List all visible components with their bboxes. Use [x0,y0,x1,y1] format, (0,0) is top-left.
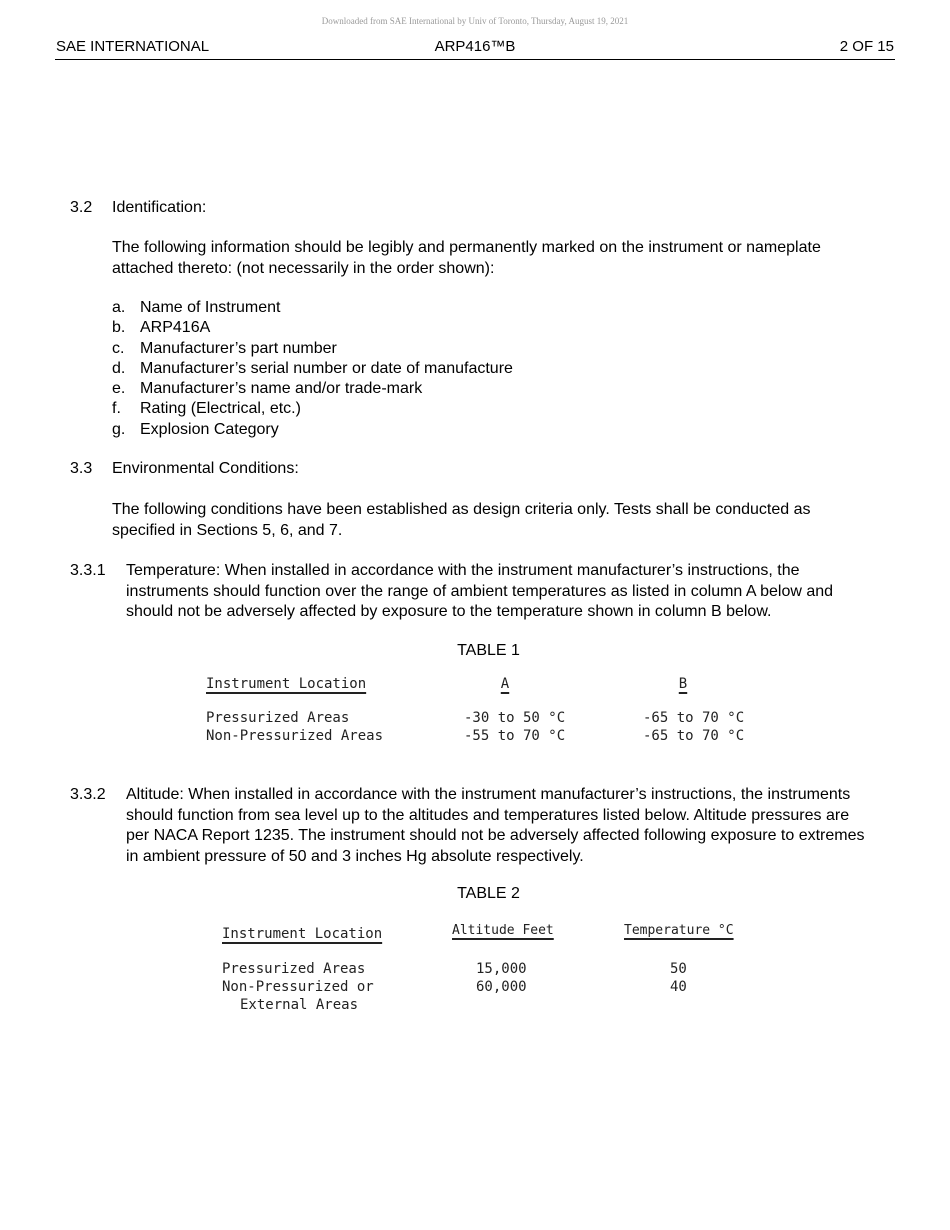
list-item-text: Manufacturer’s part number [140,339,337,357]
table-2-header-location: Instrument Location [222,926,383,942]
table-2-row-2-temperature: 40 [670,979,687,995]
header-page-number: 2 OF 15 [839,38,894,55]
list-item-text: Rating (Electrical, etc.) [140,400,301,418]
table-1-row-2-location: Non-Pressurized Areas [206,728,384,744]
section-3-3-title: Environmental Conditions: [112,460,299,477]
section-3-2-title: Identification: [112,199,207,216]
table-2-row-2-altitude: 60,000 [476,979,527,995]
table-1-row-1-location: Pressurized Areas [206,710,350,726]
list-marker: a. [112,299,126,316]
list-marker: c. [112,339,125,357]
table-2-row-2-location: Non-Pressurized or [222,979,374,995]
list-item [112,359,513,379]
table-1-row-1-a: -30 to 50 °C [464,710,566,726]
header-rule [55,59,895,60]
section-3-3-intro: The following conditions have been established as design criteria only. Tests shall be conducted as specified in Sections 5, 6, and 7. [112,501,811,539]
download-notice: Downloaded from SAE International by Univ of Toronto, Thursday, August 19, 2021 [321,16,629,26]
list-item [112,379,513,399]
section-3-3-2-text: Altitude: When installed in accordance with the instrument manufacturer’s instructions, the instruments should function from sea level up to the altitudes and temperatures listed below. Altitude pressures are per NACA Report 1235. The instrument should not be adversely affected following exposure to extremes in ambient pressure of 50 and 3 inches Hg absolute respectively. [126,786,865,865]
table-1-header-a: A [500,676,510,692]
table-1-row-1-b: -65 to 70 °C [643,710,745,726]
list-item [112,399,513,419]
list-marker: b. [112,319,126,337]
section-3-3-2-number: 3.3.2 [70,786,106,803]
header-org: SAE INTERNATIONAL [56,38,210,55]
list-marker: f. [112,400,121,418]
table-1-row-2-a: -55 to 70 °C [464,728,566,744]
list-item [112,339,513,359]
table-2-header-altitude: Altitude Feet [452,923,554,938]
table-2-row-1-temperature: 50 [670,961,687,977]
list-item-text: ARP416A [140,319,211,337]
list-item [112,318,513,338]
list-item-text: Name of Instrument [140,299,281,316]
identification-list [112,298,513,440]
table-2-caption: TABLE 2 [457,885,520,902]
header-doc-number: ARP416™B [434,38,516,55]
list-item-text: Manufacturer’s name and/or trade-mark [140,380,423,398]
table-2-row-1-altitude: 15,000 [476,961,527,977]
table-2-header-temperature: Temperature °C [624,923,734,938]
list-marker: d. [112,359,126,377]
table-1-header-b: B [678,676,688,692]
list-marker: e. [112,380,126,398]
list-item-text: Explosion Category [140,420,279,438]
table-2-row-2-location-continued: External Areas [240,997,359,1013]
table-1-caption: TABLE 1 [457,642,520,659]
table-1-row-2-b: -65 to 70 °C [643,728,745,744]
section-3-2-number: 3.2 [70,199,93,216]
section-3-3-1-number: 3.3.1 [70,562,106,579]
list-item-text: Manufacturer’s serial number or date of manufacture [140,359,513,377]
list-item [112,298,513,318]
list-marker: g. [112,420,126,438]
table-1-header-location: Instrument Location [206,676,367,692]
section-3-3-1-text: Temperature: When installed in accordance with the instrument manufacturer’s instructions, the instruments should function over the range of ambient temperatures as listed in column A below and should not be adversely affected by exposure to the temperature shown in column B below. [126,562,834,620]
table-2-row-1-location: Pressurized Areas [222,961,366,977]
section-3-2-intro: The following information should be legibly and permanently marked on the instrument or nameplate attached thereto: (not necessarily in the order shown): [112,239,821,277]
list-item [112,420,513,440]
section-3-3-number: 3.3 [70,460,93,477]
